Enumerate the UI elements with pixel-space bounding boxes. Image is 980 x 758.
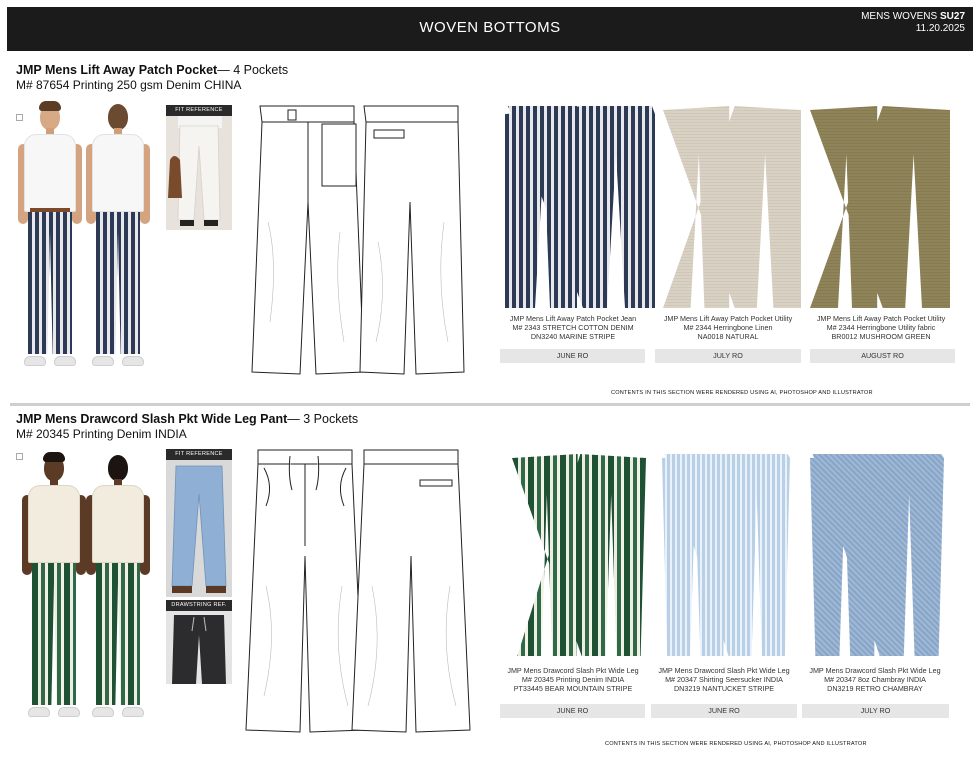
fit-reference-figure <box>166 116 232 230</box>
swatch-material: M# 20347 Shirting Seersucker INDIA <box>665 675 783 684</box>
drawstring-reference-figure <box>166 611 232 684</box>
section-2-pocket-count: — 3 Pockets <box>287 412 359 426</box>
date-label: 11.20.2025 <box>915 23 965 34</box>
swatch-1-1-info <box>500 314 646 341</box>
section-2-title <box>16 412 358 427</box>
page-title: WOVEN BOTTOMS <box>419 19 561 36</box>
header-meta <box>861 11 965 35</box>
section-1-title <box>16 63 288 78</box>
swatch-1-3-info <box>806 314 956 341</box>
swatch-name: JMP Mens Lift Away Patch Pocket Utility <box>816 314 946 323</box>
fit-reference-label: FIT REFERENCE <box>166 449 232 460</box>
drop-button-june[interactable]: JUNE RO <box>500 349 645 363</box>
header-bar <box>7 7 973 51</box>
drop-button-july[interactable]: JULY RO <box>802 704 949 718</box>
swatch-color: DN3219 NANTUCKET STRIPE <box>673 684 775 693</box>
swatch-material: M# 20347 8oz Chambray INDIA <box>824 675 926 684</box>
drop-button-june-2[interactable]: JUNE RO <box>651 704 797 718</box>
technical-flat-front-back-2 <box>244 446 472 736</box>
swatch-color: DN3240 MARINE STRIPE <box>530 332 616 341</box>
swatch-natural-linen[interactable] <box>663 106 801 308</box>
drop-button-july[interactable]: JULY RO <box>655 349 801 363</box>
swatch-2-2-info <box>651 666 797 693</box>
season-label: SU27 <box>939 11 965 22</box>
drawstring-reference-label: DRAWSTRING REF. <box>166 600 232 611</box>
swatch-name: JMP Mens Lift Away Patch Pocket Jean <box>509 314 637 323</box>
swatch-marine-stripe[interactable] <box>505 106 655 308</box>
section-1-subtitle: M# 87654 Printing 250 gsm Denim CHINA <box>16 78 242 92</box>
section-2-disclaimer: CONTENTS IN THIS SECTION WERE RENDERED USING AI, PHOTOSHOP AND ILLUSTRATOR <box>605 741 867 747</box>
section-1-style-name: JMP Mens Lift Away Patch Pocket <box>16 63 218 77</box>
swatch-1-2-info <box>655 314 801 341</box>
section-2-style-name: JMP Mens Drawcord Slash Pkt Wide Leg Pant <box>16 412 288 426</box>
swatch-2-1-info <box>500 666 646 693</box>
swatch-nantucket-stripe[interactable] <box>662 454 790 656</box>
swatch-color: DN3219 RETRO CHAMBRAY <box>827 684 923 693</box>
section-divider <box>10 403 970 406</box>
swatch-material: M# 20345 Printing Denim INDIA <box>521 675 625 684</box>
fit-reference-figure <box>166 460 232 597</box>
swatch-name: JMP Mens Drawcord Slash Pkt Wide Leg <box>809 666 941 675</box>
drawstring-reference-image <box>166 600 232 684</box>
swatch-retro-chambray[interactable] <box>810 454 944 656</box>
swatch-name: JMP Mens Drawcord Slash Pkt Wide Leg <box>507 666 639 675</box>
drop-button-june[interactable]: JUNE RO <box>500 704 645 718</box>
swatch-material: M# 2343 STRETCH COTTON DENIM <box>512 323 634 332</box>
swatch-material: M# 2344 Herringbone Linen <box>683 323 773 332</box>
swatch-color: BR0012 MUSHROOM GREEN <box>831 332 931 341</box>
swatch-name: JMP Mens Lift Away Patch Pocket Utility <box>663 314 793 323</box>
model-photo-front-back <box>18 104 153 379</box>
swatch-material: M# 2344 Herringbone Utility fabric <box>826 323 936 332</box>
swatch-color: PT33445 BEAR MOUNTAIN STRIPE <box>513 684 633 693</box>
section-1-pocket-count: — 4 Pockets <box>217 63 289 77</box>
section-2-subtitle: M# 20345 Printing Denim INDIA <box>16 427 187 441</box>
fit-reference-image-2 <box>166 449 232 597</box>
technical-flat-front-back <box>248 102 468 380</box>
swatch-name: JMP Mens Drawcord Slash Pkt Wide Leg <box>658 666 790 675</box>
swatch-color: NA0018 NATURAL <box>697 332 759 341</box>
model-photo-front-back-2 <box>22 455 150 725</box>
division-label: MENS WOVENS <box>861 11 938 22</box>
section-1-disclaimer: CONTENTS IN THIS SECTION WERE RENDERED USING AI, PHOTOSHOP AND ILLUSTRATOR <box>611 390 873 396</box>
swatch-bear-mountain-stripe[interactable] <box>512 454 646 656</box>
swatch-mushroom-green[interactable] <box>810 106 950 308</box>
drop-button-august[interactable]: AUGUST RO <box>810 349 955 363</box>
fit-reference-label: FIT REFERENCE <box>166 105 232 116</box>
fit-reference-image <box>166 105 232 230</box>
swatch-2-3-info <box>802 666 948 693</box>
